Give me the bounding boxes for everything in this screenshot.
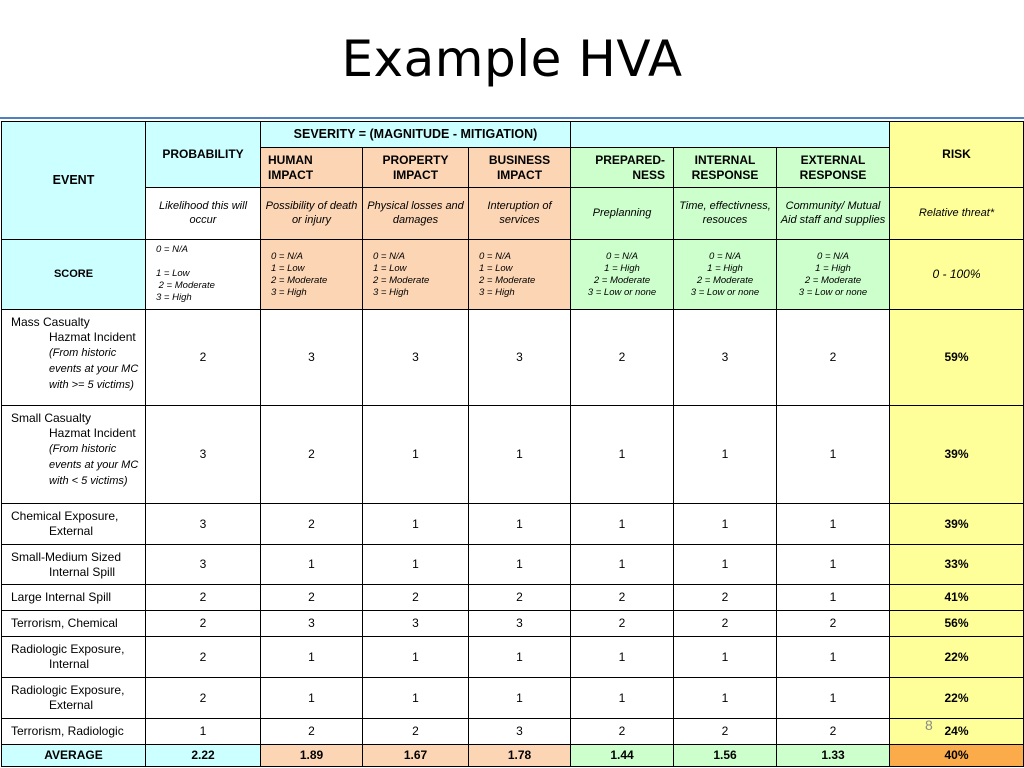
score-legend-line: 1 = Low (479, 262, 513, 274)
table-row (2, 545, 1024, 585)
header-business-impact: BUSINESS IMPACT (469, 148, 571, 188)
score-cell: 1 (469, 637, 571, 678)
score-cell: 1 (469, 504, 571, 545)
score-cell: 1 (571, 637, 674, 678)
event-name-line1: Radiologic Exposure, (11, 683, 125, 697)
score-cell: 1 (674, 678, 777, 719)
event-note: (From historic events at your MC with < 5 victims) (49, 443, 139, 487)
event-name-line2: External (49, 698, 94, 712)
event-name-rest (11, 330, 141, 392)
desc-risk: Relative threat* (890, 188, 1024, 240)
score-cell: 2 (146, 611, 261, 637)
table-row (2, 611, 1024, 637)
average-cell: 1.89 (261, 745, 363, 767)
table-row (2, 504, 1024, 545)
table-row (2, 678, 1024, 719)
score-cell: 1 (261, 678, 363, 719)
event-name-rest (11, 426, 141, 488)
event-name-rest (11, 524, 141, 539)
score-cell: 2 (571, 585, 674, 611)
event-name-line1: Small Casualty (11, 411, 92, 425)
page-number: 8 (925, 717, 933, 733)
score-legend-line: 2 = Moderate (271, 274, 328, 286)
score-cell: 3 (146, 504, 261, 545)
header-external-response: EXTERNAL RESPONSE (777, 148, 890, 188)
score-cell: 2 (261, 585, 363, 611)
score-cell: 1 (674, 504, 777, 545)
risk-cell: 39% (890, 406, 1024, 504)
score-cell: 3 (261, 310, 363, 406)
event-name (2, 719, 146, 745)
score-legend-line: 2 = Moderate (696, 274, 754, 286)
header-mitigation-blank (571, 122, 890, 148)
score-legend-line: 3 = High (271, 286, 307, 298)
header-probability: PROBABILITY (146, 122, 261, 188)
risk-cell: 22% (890, 678, 1024, 719)
event-name-rest (11, 565, 141, 580)
score-legend-line (156, 256, 257, 268)
score-cell: 2 (261, 504, 363, 545)
score-cell: 1 (777, 678, 890, 719)
desc-probability: Likelihood this will occur (146, 188, 261, 240)
score-probability (146, 240, 261, 310)
desc-internal-response: Time, effectivness, resouces (674, 188, 777, 240)
score-legend-line: 3 = High (156, 292, 192, 303)
score-cell: 3 (469, 310, 571, 406)
score-cell: 2 (571, 310, 674, 406)
score-cell: 1 (674, 545, 777, 585)
event-name-line2: External (49, 524, 94, 538)
score-property-impact (363, 240, 469, 310)
score-cell: 1 (363, 545, 469, 585)
score-cell: 2 (571, 611, 674, 637)
event-name (2, 504, 146, 545)
average-cell: 1.67 (363, 745, 469, 767)
title-divider (0, 117, 1024, 119)
score-legend-line: 2 = Moderate (373, 274, 430, 286)
event-name-rest (11, 698, 141, 713)
score-human-impact (261, 240, 363, 310)
score-legend-line: 3 = Low or none (587, 286, 657, 298)
score-legend-line: 0 = N/A (271, 250, 303, 262)
score-cell: 1 (363, 678, 469, 719)
event-name-line1: Chemical Exposure, (11, 509, 119, 523)
event-name-line1: Radiologic Exposure, (11, 642, 125, 656)
score-cell: 1 (469, 678, 571, 719)
score-cell: 2 (146, 310, 261, 406)
score-cell: 1 (571, 678, 674, 719)
score-cell: 2 (777, 310, 890, 406)
event-name-line2: Hazmat Incident (49, 426, 136, 440)
score-preparedness (571, 240, 674, 310)
score-risk: 0 - 100% (890, 240, 1024, 310)
desc-property-impact: Physical losses and damages (363, 188, 469, 240)
event-name (2, 406, 146, 504)
score-cell: 2 (674, 719, 777, 745)
average-cell: 1.78 (469, 745, 571, 767)
score-legend-line: 1 = Low (373, 262, 407, 274)
score-cell: 2 (777, 719, 890, 745)
score-cell: 1 (571, 545, 674, 585)
score-cell: 3 (469, 719, 571, 745)
desc-external-response: Community/ Mutual Aid staff and supplies (777, 188, 890, 240)
event-name (2, 678, 146, 719)
score-cell: 1 (777, 504, 890, 545)
score-legend-line: 1 = Low (156, 268, 190, 279)
score-cell: 3 (261, 611, 363, 637)
risk-cell: 22% (890, 637, 1024, 678)
average-row (2, 745, 1024, 767)
score-cell: 1 (674, 637, 777, 678)
score-cell: 2 (363, 585, 469, 611)
event-name-line1: Large Internal Spill (11, 590, 112, 604)
hva-table (1, 121, 1024, 767)
table-row (2, 585, 1024, 611)
header-human-impact: HUMAN IMPACT (261, 148, 363, 188)
table-row (2, 719, 1024, 745)
score-cell: 2 (363, 719, 469, 745)
header-risk: RISK (890, 122, 1024, 188)
score-label: SCORE (2, 240, 146, 310)
score-cell: 2 (261, 719, 363, 745)
event-name (2, 611, 146, 637)
score-cell: 3 (363, 310, 469, 406)
score-legend-line: 2 = Moderate (156, 280, 215, 291)
table-row (2, 637, 1024, 678)
header-severity: SEVERITY = (MAGNITUDE - MITIGATION) (261, 122, 571, 148)
score-cell: 2 (777, 611, 890, 637)
header-preparedness: PREPARED-NESS (571, 148, 674, 188)
average-risk: 40% (890, 745, 1024, 767)
score-cell: 1 (674, 406, 777, 504)
score-legend-line: 2 = Moderate (479, 274, 536, 286)
score-legend-line: 3 = High (479, 286, 515, 298)
header-event: EVENT (2, 122, 146, 240)
score-cell: 1 (261, 637, 363, 678)
score-cell: 1 (777, 406, 890, 504)
score-cell: 3 (674, 310, 777, 406)
average-cell: 1.44 (571, 745, 674, 767)
event-name-line1: Small-Medium Sized (11, 550, 122, 564)
desc-preparedness: Preplanning (571, 188, 674, 240)
score-internal-response (674, 240, 777, 310)
score-cell: 1 (469, 406, 571, 504)
desc-human-impact: Possibility of death or injury (261, 188, 363, 240)
event-name-line2: Internal (49, 657, 90, 671)
risk-cell: 41% (890, 585, 1024, 611)
risk-cell: 24% (890, 719, 1024, 745)
average-cell: 2.22 (146, 745, 261, 767)
score-cell: 3 (363, 611, 469, 637)
event-name-line1: Mass Casualty (11, 315, 90, 329)
score-legend-line: 0 = N/A (709, 250, 741, 262)
score-legend-line: 0 = N/A (817, 250, 849, 262)
score-cell: 1 (571, 504, 674, 545)
event-name-rest (11, 657, 141, 672)
score-cell: 2 (674, 585, 777, 611)
score-cell: 1 (363, 504, 469, 545)
score-cell: 1 (571, 406, 674, 504)
event-name-line1: Terrorism, Chemical (11, 616, 118, 630)
risk-cell: 56% (890, 611, 1024, 637)
score-cell: 1 (469, 545, 571, 585)
event-note: (From historic events at your MC with >= 5 victims) (49, 347, 139, 391)
average-label: AVERAGE (2, 745, 146, 767)
score-cell: 2 (146, 678, 261, 719)
event-name-line2: Hazmat Incident (49, 330, 136, 344)
score-legend-line: 3 = High (373, 286, 409, 298)
score-cell: 1 (777, 545, 890, 585)
score-legend-line: 0 = N/A (373, 250, 405, 262)
score-cell: 3 (146, 406, 261, 504)
score-legend-line: 1 = High (815, 262, 851, 274)
average-cell: 1.56 (674, 745, 777, 767)
score-legend-line: 1 = High (604, 262, 640, 274)
header-internal-response: INTERNAL RESPONSE (674, 148, 777, 188)
score-cell: 3 (146, 545, 261, 585)
event-name (2, 585, 146, 611)
score-business-impact (469, 240, 571, 310)
risk-cell: 39% (890, 504, 1024, 545)
score-cell: 2 (469, 585, 571, 611)
score-cell: 1 (363, 637, 469, 678)
score-cell: 3 (469, 611, 571, 637)
event-name (2, 637, 146, 678)
score-cell: 1 (146, 719, 261, 745)
event-name-line2: Internal Spill (49, 565, 116, 579)
header-property-impact: PROPERTY IMPACT (363, 148, 469, 188)
table-row (2, 310, 1024, 406)
score-cell: 2 (146, 637, 261, 678)
score-cell: 2 (261, 406, 363, 504)
desc-business-impact: Interuption of services (469, 188, 571, 240)
event-name (2, 545, 146, 585)
score-legend-line: 3 = Low or none (690, 286, 760, 298)
score-legend-line: 1 = Low (271, 262, 305, 274)
score-legend-line: 0 = N/A (156, 244, 188, 255)
score-cell: 2 (146, 585, 261, 611)
slide-title: Example HVA (341, 30, 683, 88)
table-row (2, 406, 1024, 504)
score-cell: 2 (674, 611, 777, 637)
score-cell: 1 (261, 545, 363, 585)
average-cell: 1.33 (777, 745, 890, 767)
score-legend-line: 2 = Moderate (804, 274, 862, 286)
score-cell: 1 (363, 406, 469, 504)
score-cell: 2 (571, 719, 674, 745)
risk-cell: 33% (890, 545, 1024, 585)
score-external-response (777, 240, 890, 310)
score-legend-line: 1 = High (707, 262, 743, 274)
score-legend-line: 0 = N/A (479, 250, 511, 262)
score-cell: 1 (777, 637, 890, 678)
score-legend-line: 2 = Moderate (593, 274, 651, 286)
event-name-line1: Terrorism, Radiologic (11, 724, 124, 738)
score-cell: 1 (777, 585, 890, 611)
score-legend-line: 0 = N/A (606, 250, 638, 262)
risk-cell: 59% (890, 310, 1024, 406)
score-legend-line: 3 = Low or none (798, 286, 868, 298)
event-name (2, 310, 146, 406)
